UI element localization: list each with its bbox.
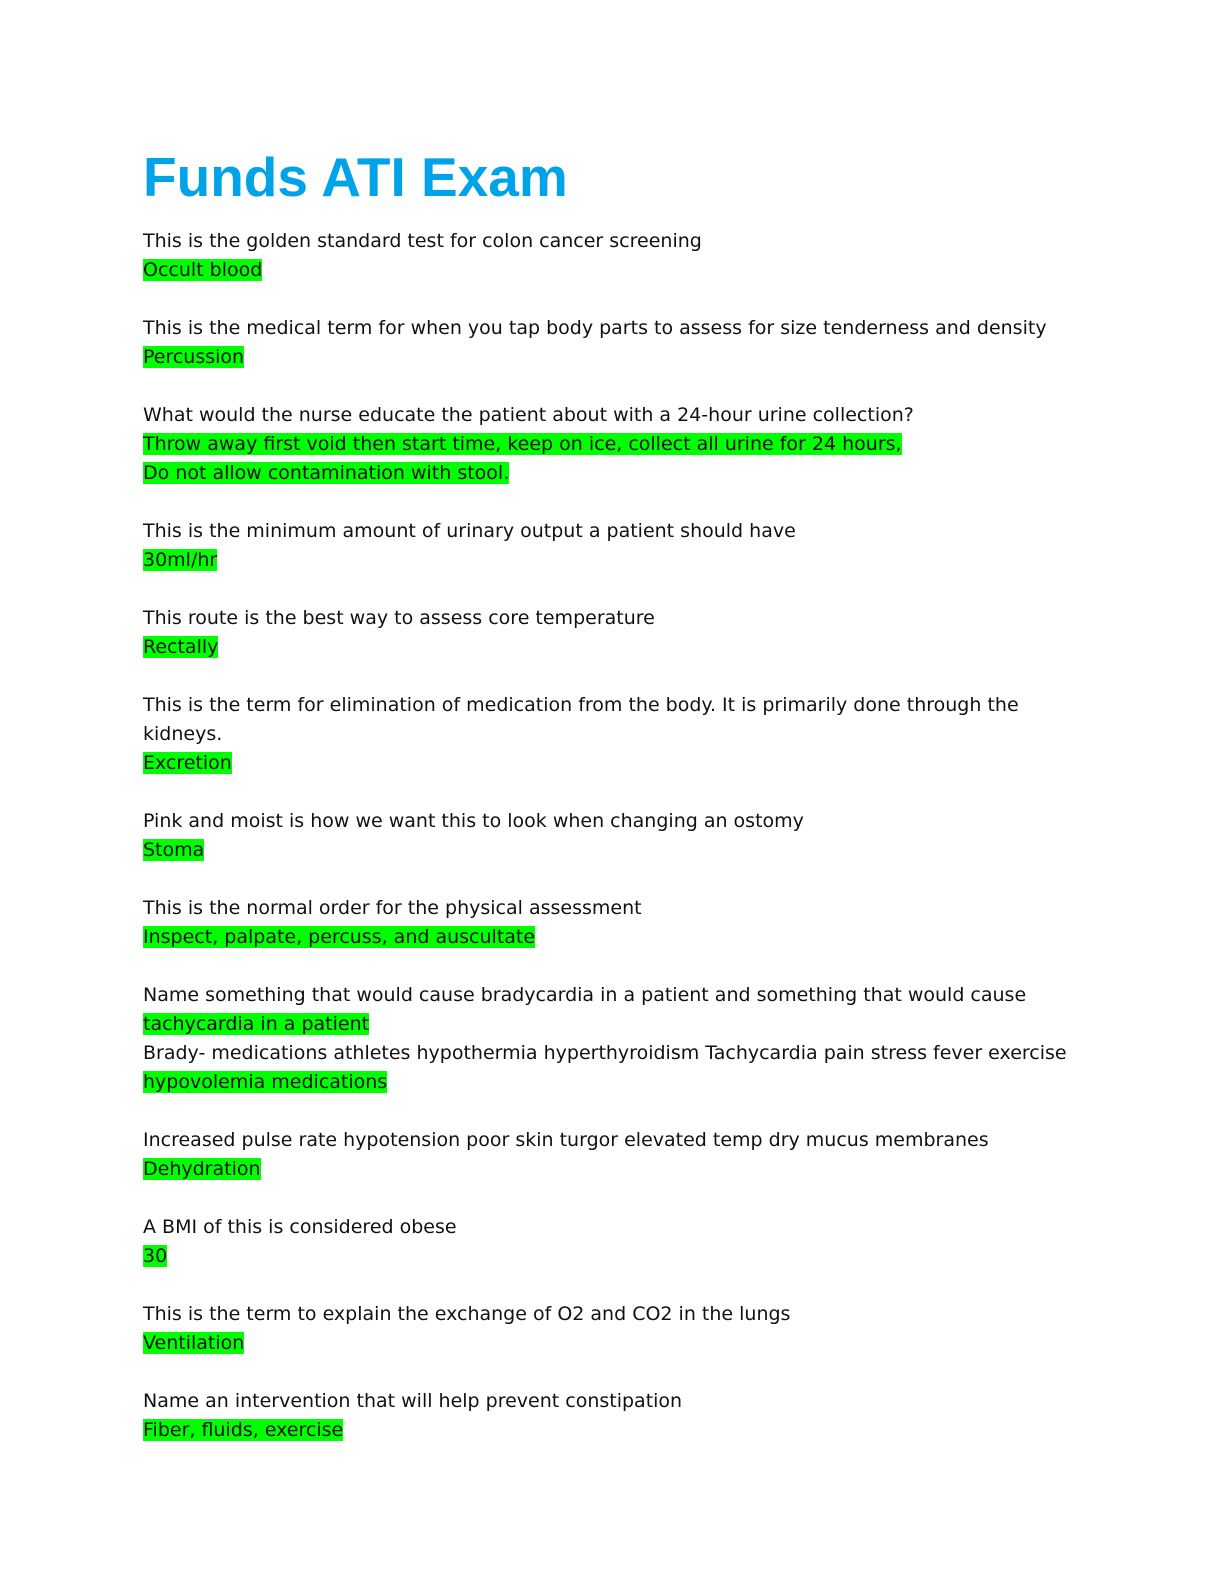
answer-text: Stoma [143, 839, 205, 861]
question-text: This is the minimum amount of urinary output a patient should have [143, 520, 796, 542]
qa-item [143, 314, 1083, 372]
answer-text: Ventilation [143, 1332, 245, 1354]
question-text: This is the medical term for when you tap body parts to assess for size tenderness and density [143, 317, 1047, 339]
qa-item [143, 1387, 1083, 1445]
answer-text-line-1: Throw away first void then start time, keep on ice, collect all urine for 24 hours, [143, 433, 902, 455]
question-text: This is the term for elimination of medication from the body. It is primarily done through the kidneys. [143, 694, 1019, 745]
answer-text: Percussion [143, 346, 245, 368]
qa-item [143, 604, 1083, 662]
answer-text-line-2: hypovolemia medications [143, 1071, 388, 1093]
qa-item [143, 691, 1083, 778]
question-text: Name an intervention that will help prevent constipation [143, 1390, 683, 1412]
answer-text: 30ml/hr [143, 549, 218, 571]
qa-item [143, 401, 1083, 488]
question-text: This route is the best way to assess core temperature [143, 607, 655, 629]
question-text: What would the nurse educate the patient about with a 24-hour urine collection? [143, 404, 914, 426]
answer-text: 30 [143, 1245, 168, 1267]
qa-item [143, 517, 1083, 575]
answer-text: Rectally [143, 636, 219, 658]
answer-text: Fiber, fluids, exercise [143, 1419, 344, 1441]
qa-item [143, 227, 1083, 285]
qa-item [143, 1126, 1083, 1184]
answer-text: Occult blood [143, 259, 263, 281]
qa-item [143, 807, 1083, 865]
answer-text: Excretion [143, 752, 232, 774]
answer-text-line-2: Do not allow contamination with stool. [143, 462, 510, 484]
qa-item [143, 1213, 1083, 1271]
question-text: Increased pulse rate hypotension poor skin turgor elevated temp dry mucus membranes [143, 1129, 989, 1151]
answer-text-line-1: Brady- medications athletes hypothermia hyperthyroidism Tachycardia pain stress fever exercise [143, 1042, 1067, 1064]
qa-item [143, 894, 1083, 952]
question-text-line-1: Name something that would cause bradycardia in a patient and something that would cause [143, 984, 1027, 1006]
question-text: This is the normal order for the physical assessment [143, 897, 642, 919]
answer-text: Dehydration [143, 1158, 261, 1180]
page-title: Funds ATI Exam [143, 146, 568, 208]
answer-text: Inspect, palpate, percuss, and auscultate [143, 926, 536, 948]
question-text: A BMI of this is considered obese [143, 1216, 457, 1238]
question-text: This is the golden standard test for colon cancer screening [143, 230, 702, 252]
question-text-line-2: tachycardia in a patient [143, 1013, 370, 1035]
qa-list [143, 227, 1083, 1474]
qa-item [143, 981, 1083, 1097]
question-text: This is the term to explain the exchange of O2 and CO2 in the lungs [143, 1303, 791, 1325]
qa-item [143, 1300, 1083, 1358]
question-text: Pink and moist is how we want this to look when changing an ostomy [143, 810, 804, 832]
